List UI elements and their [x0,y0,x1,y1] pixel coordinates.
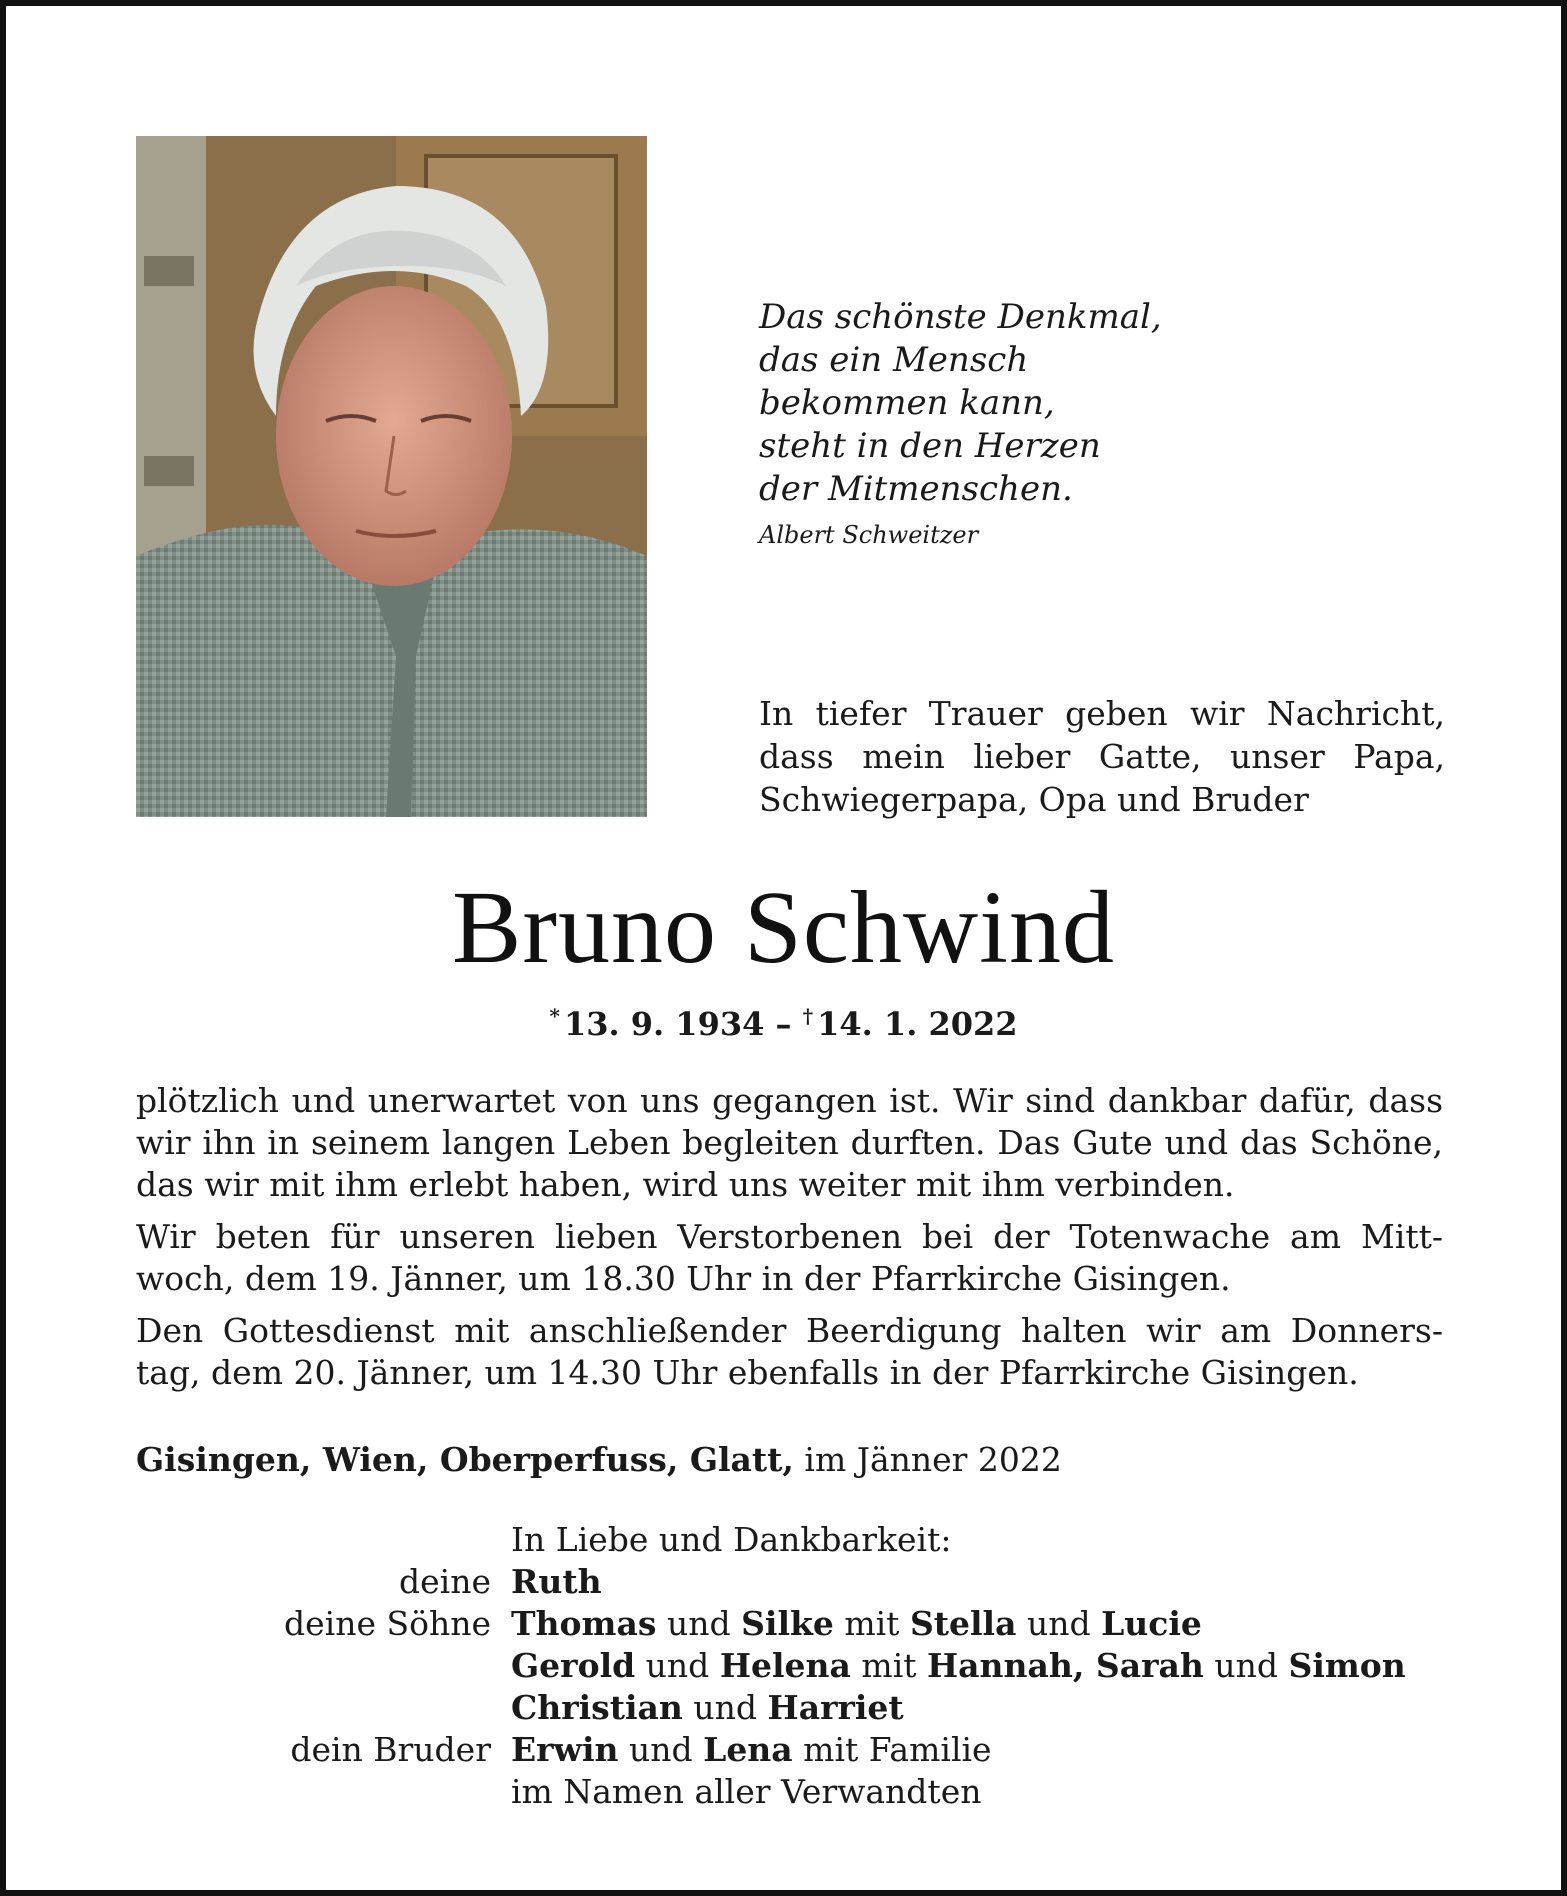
connector: mit Familie [792,1730,992,1769]
signer-name: Gerold [511,1646,636,1685]
quote-line: bekommen kann, [759,383,1055,423]
body-line: woch, dem 19. Jänner, um 18.30 Uhr in der Pfarrkirche Gisingen. [136,1259,1231,1298]
signer-name: Christian [511,1688,683,1727]
body-line: tag, dem 20. Jänner, um 14.30 Uhr ebenfalls in der Pfarrkirche Gisingen. [136,1353,1359,1392]
body-line: das wir mit ihm erlebt haben, wird uns weiter mit ihm verbinden. [136,1165,1235,1204]
place-date: im Jänner 2022 [793,1440,1062,1479]
relation-label: deine [399,1562,491,1601]
body-line: wir ihn in seinem langen Leben begleiten durften. Das Gute und das Schöne, [136,1123,1443,1162]
closing-line: im Namen aller Verwandten [511,1772,982,1811]
body-line: Den Gottesdienst mit anschließender Beerdigung halten wir am Donners- [136,1311,1443,1350]
signer-name: Lena [703,1730,793,1769]
relation-label: deine Söhne [284,1604,491,1643]
connector: und [618,1730,704,1769]
place-names: Gisingen, Wien, Oberperfuss, Glatt, [136,1440,794,1479]
signer-row [136,1687,1446,1729]
signer-row [136,1561,1446,1603]
quote-line: steht in den Herzen [759,426,1101,466]
signer-name: Hannah, Sarah [927,1646,1204,1685]
quote-line: der Mitmenschen. [759,469,1073,509]
connector: mit [833,1604,910,1643]
birth-symbol: * [549,1004,560,1028]
signer-row [136,1771,1446,1813]
signer-name: Simon [1288,1646,1406,1685]
death-symbol: † [802,1004,814,1028]
signer-name: Ruth [511,1562,602,1601]
place-date-line [136,1439,1062,1481]
connector: und [656,1604,742,1643]
paragraph [136,1310,1443,1394]
portrait-illustration [136,136,647,817]
signer-row [136,1603,1446,1645]
portrait-photo [136,136,647,817]
signer-row [136,1519,1446,1561]
date-separator: – [775,1005,792,1043]
intro-line: In tiefer Trauer geben wir Nachricht, [759,694,1445,733]
signer-name: Harriet [767,1688,904,1727]
paragraph [136,1080,1443,1206]
paragraph [136,1216,1443,1300]
quote-line: das ein Mensch [759,340,1029,380]
connector: mit [850,1646,927,1685]
signer-name: Thomas [511,1604,657,1643]
body-line: plötzlich und unerwartet von uns gegangen ist. Wir sind dankbar dafür, dass [136,1081,1443,1120]
signers [136,1519,1446,1813]
connector: und [682,1688,768,1727]
signers-heading: In Liebe und Dankbarkeit: [511,1520,952,1559]
signer-name: Silke [741,1604,834,1643]
quote-author: Albert Schweitzer [759,521,979,549]
relation-label: dein Bruder [290,1730,491,1769]
death-date: 14. 1. 2022 [817,1005,1018,1043]
connector: und [1203,1646,1289,1685]
body-text [136,1080,1443,1404]
intro-text [759,692,1445,821]
life-dates [6,996,1561,1044]
deceased-name: Bruno Schwind [452,870,1115,985]
signer-name: Lucie [1101,1604,1202,1643]
body-line: Wir beten für unseren lieben Verstorbenen bei der Totenwache am Mitt- [136,1217,1443,1256]
signer-row [136,1729,1446,1771]
birth-date: 13. 9. 1934 [563,1005,765,1043]
connector: und [1016,1604,1102,1643]
intro-line: dass mein lieber Gatte, unser Papa, [759,737,1445,776]
signer-name: Helena [719,1646,851,1685]
signer-name: Erwin [511,1730,619,1769]
intro-line: Schwiegerpapa, Opa und Bruder [759,780,1309,819]
signer-row [136,1645,1446,1687]
quote-line: Das schönste Denkmal, [759,297,1162,337]
connector: und [635,1646,720,1685]
quote [759,296,1162,555]
signer-name: Stella [909,1604,1017,1643]
